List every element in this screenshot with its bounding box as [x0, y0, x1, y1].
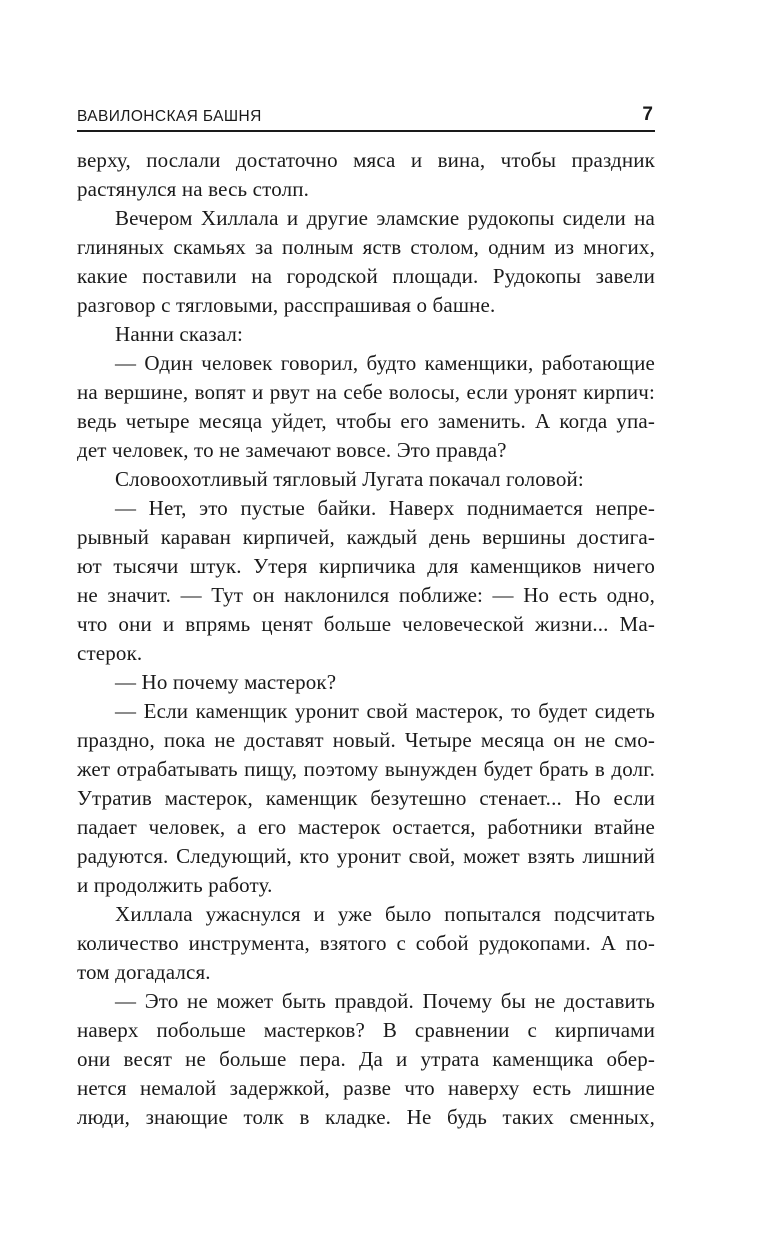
text-line: и продолжить работу.: [77, 873, 273, 897]
text-line: они весят не больше пера. Да и утрата каменщика обер-: [77, 1047, 655, 1071]
text-line: что они и впрямь ценят больше человеческой жизни... Ма-: [77, 612, 655, 636]
body-text: [77, 146, 655, 1132]
text-line: количество инструмента, взятого с собой рудокопами. А по-: [77, 931, 655, 955]
text-line: — Нет, это пустые байки. Наверх поднимается непре-: [115, 496, 655, 520]
text-line: падает человек, а его мастерок остается, работники втайне: [77, 815, 655, 839]
text-line: верху, послали достаточно мяса и вина, чтобы праздник: [77, 148, 655, 172]
text-line: на вершине, вопят и рвут на себе волосы, если уронят кирпич:: [77, 380, 655, 404]
text-line: дет человек, то не замечают вовсе. Это правда?: [77, 438, 507, 462]
text-line: радуются. Следующий, кто уронит свой, может взять лишний: [77, 844, 655, 868]
text-line: Вечером Хиллала и другие эламские рудокопы сидели на: [115, 206, 655, 230]
text-line: нется немалой задержкой, разве что наверху есть лишние: [77, 1076, 655, 1100]
text-line: ют тысячи штук. Утеря кирпичика для каменщиков ничего: [77, 554, 655, 578]
text-line: растянулся на весь столп.: [77, 177, 309, 201]
text-line: наверх побольше мастерков? В сравнении с кирпичами: [77, 1018, 655, 1042]
running-title: ВАВИЛОНСКАЯ БАШНЯ: [77, 108, 262, 125]
text-line: — Если каменщик уронит свой мастерок, то будет сидеть: [115, 699, 655, 723]
text-line: стерок.: [77, 641, 143, 665]
text-line: не значит. — Тут он наклонился поближе: — Но есть одно,: [77, 583, 655, 607]
text-line: Словоохотливый тягловый Лугата покачал головой:: [115, 467, 584, 491]
text-line: Нанни сказал:: [115, 322, 244, 346]
running-header: [77, 104, 655, 132]
text-line: — Но почему мастерок?: [115, 670, 337, 694]
text-line: Хиллала ужаснулся и уже было попытался подсчитать: [115, 902, 655, 926]
text-line: ведь четыре месяца уйдет, чтобы его заменить. А когда упа-: [77, 409, 655, 433]
text-line: жет отрабатывать пищу, поэтому вынужден будет брать в долг.: [77, 757, 655, 781]
text-line: праздно, пока не доставят новый. Четыре месяца он не смо-: [77, 728, 655, 752]
text-line: люди, знающие толк в кладке. Не будь таких сменных,: [77, 1105, 655, 1129]
text-line: — Это не может быть правдой. Почему бы не доставить: [115, 989, 655, 1013]
text-line: — Один человек говорил, будто каменщики, работающие: [115, 351, 655, 375]
text-line: глиняных скамьях за полным яств столом, одним из многих,: [77, 235, 655, 259]
text-line: Утратив мастерок, каменщик безутешно стенает... Но если: [77, 786, 655, 810]
text-line: какие поставили на городской площади. Рудокопы завели: [77, 264, 655, 288]
page-number: 7: [642, 104, 653, 125]
text-line: разговор с тягловыми, расспрашивая о башне.: [77, 293, 496, 317]
text-line: том догадался.: [77, 960, 211, 984]
text-line: рывный караван кирпичей, каждый день вершины достига-: [77, 525, 655, 549]
